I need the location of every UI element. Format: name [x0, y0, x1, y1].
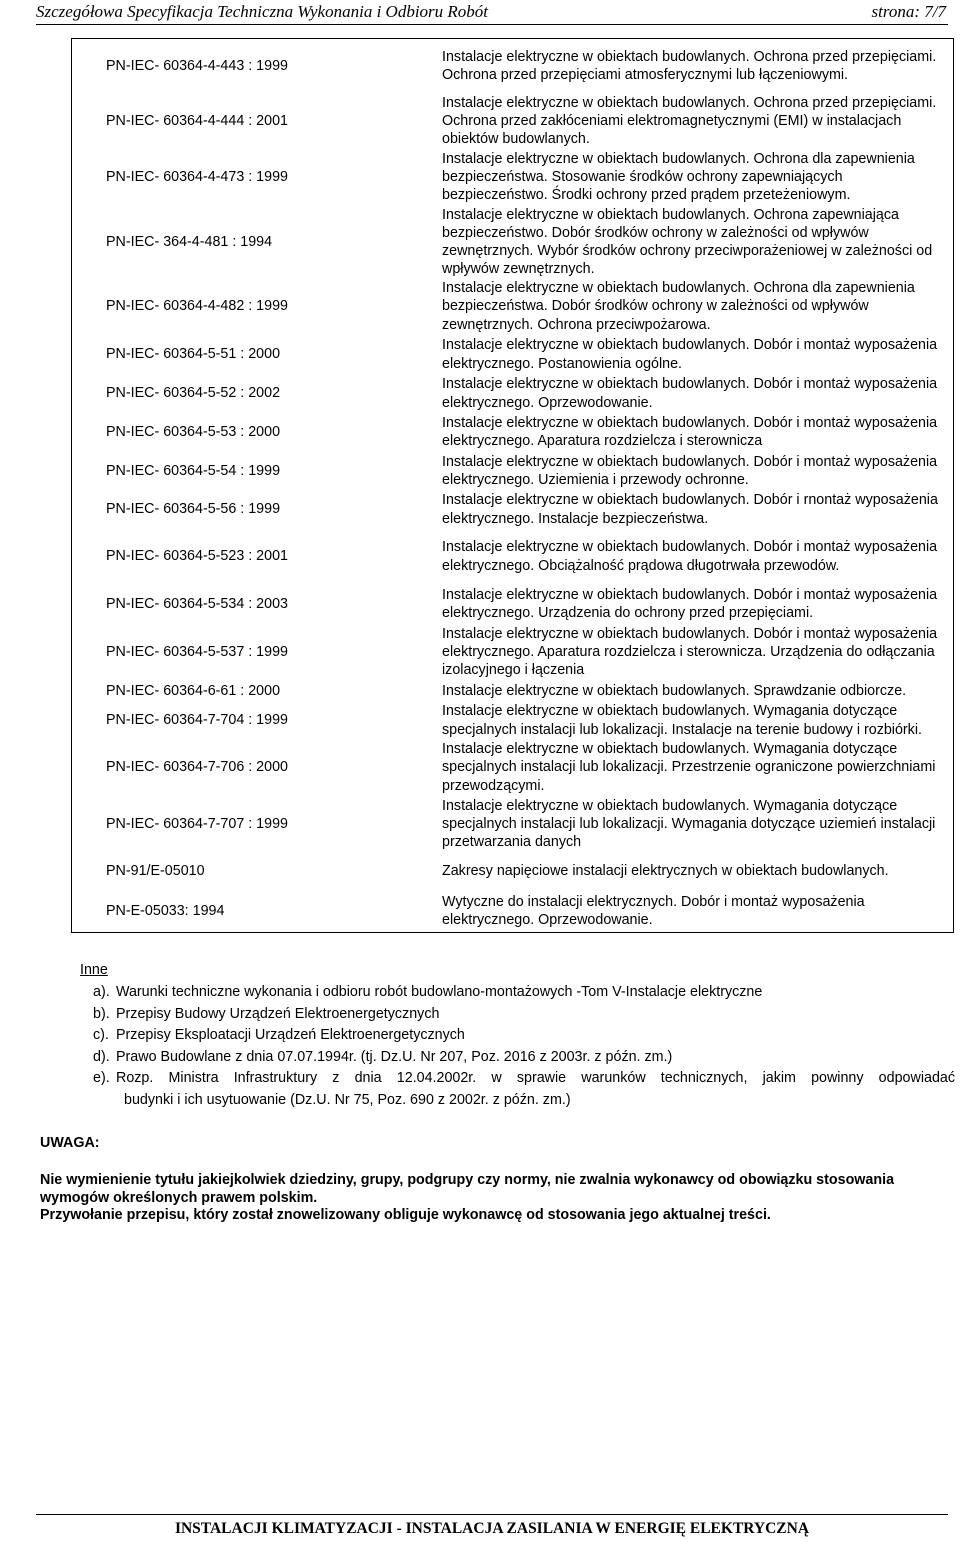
warning-heading: UWAGA: — [40, 1135, 100, 1151]
table-row — [72, 413, 954, 452]
norm-description: Instalacje elektryczne w obiektach budowlanych. Dobór i montaż wyposażenia elektrycznego. Uziemienia i przewody ochronne. — [442, 453, 938, 488]
table-row — [72, 452, 954, 491]
norms-table — [71, 38, 954, 933]
norm-description: Instalacje elektryczne w obiektach budowlanych. Wymagania dotyczące specjalnych instalacji lub lokalizacji. Przestrzenie ograniczone powierzchniami przewodzącymi. — [442, 741, 936, 794]
norm-code: PN-IEC- 60364-6-61 : 2000 — [106, 682, 281, 699]
list-item-text: Przepisy Budowy Urządzeń Elektroenergetycznych — [116, 1005, 440, 1022]
norm-description: Instalacje elektryczne w obiektach budowlanych. Dobór i montaż wyposażenia elektrycznego. Oprzewodowanie. — [442, 376, 938, 411]
warning-notes — [40, 1172, 940, 1225]
norm-code: PN-IEC- 60364-5-523 : 2001 — [106, 548, 288, 565]
table-row — [72, 529, 954, 585]
table-row — [72, 149, 954, 206]
table-row — [72, 702, 954, 740]
norm-code: PN-IEC- 60364-7-706 : 2000 — [106, 759, 288, 776]
list-item-text: Prawo Budowlane z dnia 07.07.1994r. (tj. Dz.U. Nr 207, Poz. 2016 z 2003r. z późn. zm.) — [116, 1048, 673, 1065]
norm-description: Instalacje elektryczne w obiektach budowlanych. Wymagania dotyczące specjalnych instalacji lub lokalizacji. Wymagania dotyczące uziemień instalacji przetwarzania danych — [442, 797, 936, 851]
table-row — [72, 796, 954, 853]
other-sources-heading: Inne — [80, 962, 108, 978]
page-footer: INSTALACJI KLIMATYZACJI - INSTALACJA ZASILANIA W ENERGIĘ ELEKTRYCZNĄ — [36, 1514, 948, 1545]
norm-code: PN-IEC- 60364-5-53 : 2000 — [106, 423, 281, 440]
norm-code: PN-IEC- 60364-5-56 : 1999 — [106, 501, 281, 518]
norm-code: PN-IEC- 60364-4-473 : 1999 — [106, 168, 288, 185]
warning-note: Przywołanie przepisu, który został znowelizowany obliguje wykonawcę od stosowania jego aktualnej treści. — [40, 1207, 771, 1224]
norm-description: Instalacje elektryczne w obiektach budowlanych. Dobór i montaż wyposażenia elektrycznego. Urządzenia do ochrony przed przepięciami. — [442, 586, 938, 621]
warning-note: Nie wymienienie tytułu jakiejkolwiek dziedziny, grupy, podgrupy czy normy, nie zwalnia wykonawcy od obowiązku stosowania wymogów określonych prawem polskim. — [40, 1172, 895, 1206]
norm-description: Instalacje elektryczne w obiektach budowlanych. Ochrona przed przepięciami. Ochrona przed przepięciami atmosferycznymi lub łączeniowymi. — [442, 49, 937, 84]
norm-description: Instalacje elektryczne w obiektach budowlanych. Sprawdzanie odbiorcze. — [442, 682, 907, 699]
list-item-label: e). — [93, 1070, 110, 1086]
norm-description: Zakresy napięciowe instalacji elektrycznych w obiektach budowlanych. — [442, 862, 889, 879]
table-row — [72, 585, 954, 624]
table-row — [72, 279, 954, 335]
norm-description: Instalacje elektryczne w obiektach budowlanych. Dobór i montaż wyposażenia elektrycznego. Aparatura rozdzielcza i sterownicza. Urządzenia do odłączania izolacyjnego i łączenia — [442, 625, 938, 679]
norm-code: PN-IEC- 60364-7-704 : 1999 — [106, 712, 288, 729]
norm-code: PN-IEC- 60364-4-482 : 1999 — [106, 298, 288, 315]
table-row — [72, 375, 954, 413]
list-item — [93, 1025, 955, 1047]
list-item-label: c). — [93, 1027, 109, 1043]
norm-code: PN-IEC- 60364-4-444 : 2001 — [106, 112, 288, 129]
norm-code: PN-E-05033: 1994 — [106, 902, 225, 919]
norm-code: PN-IEC- 60364-4-443 : 1999 — [106, 58, 288, 75]
norm-description: Instalacje elektryczne w obiektach budowlanych. Dobór i rnontaż wyposażenia elektrycznego. Instalacje bezpieczeństwa. — [442, 492, 938, 527]
norm-description: Instalacje elektryczne w obiektach budowlanych. Ochrona dla zapewnienia bezpieczeństwa. Stosowanie środków ochrony zapewniających bezpieczeństwo. Środki ochrony przed prądem przeteżeniowym. — [442, 150, 915, 204]
page-header — [36, 0, 948, 25]
list-item-text: Warunki techniczne wykonania i odbioru robót budowlano-montażowych -Tom V-Instalacje elektryczne — [116, 984, 763, 1000]
norm-description: Wytyczne do instalacji elektrycznych. Dobór i montaż wyposażenia elektrycznego. Oprzewodowanie. — [442, 893, 865, 928]
norm-description: Instalacje elektryczne w obiektach budowlanych. Dobór i montaż wyposażenia elektrycznego. Postanowienia ogólne. — [442, 337, 938, 372]
table-row — [72, 890, 954, 933]
norm-code: PN-91/E-05010 — [106, 862, 205, 879]
norm-code: PN-IEC- 60364-5-54 : 1999 — [106, 462, 281, 479]
norm-code: PN-IEC- 364-4-481 : 1994 — [106, 233, 273, 250]
list-item — [93, 1004, 955, 1026]
norm-code: PN-IEC- 60364-5-51 : 2000 — [106, 346, 281, 363]
list-item-continuation: budynki i ich usytuowanie (Dz.U. Nr 75, Poz. 690 z 2002r. z późn. zm.) — [124, 1091, 571, 1108]
norm-code: PN-IEC- 60364-5-537 : 1999 — [106, 643, 288, 660]
list-item-label: b). — [93, 1005, 110, 1022]
norm-code: PN-IEC- 60364-5-534 : 2003 — [106, 595, 288, 612]
table-row — [72, 335, 954, 375]
norm-description: Instalacje elektryczne w obiektach budowlanych. Dobór i montaż wyposażenia elektrycznego. Obciążalność prądowa długotrwała przewodów. — [442, 539, 938, 574]
table-row — [72, 491, 954, 529]
table-row — [72, 681, 954, 702]
list-item-text: Rozp. Ministra Infrastruktury z dnia 12.04.2002r. w sprawie warunków technicznych, jakim powinny odpowiadać — [116, 1070, 955, 1086]
list-item — [93, 1068, 955, 1090]
norm-description: Instalacje elektryczne w obiektach budowlanych. Ochrona przed przepięciami. Ochrona przed zakłóceniami elektromagnetycznymi (EMI) w instalacjach obiektów budowlanych. — [442, 94, 937, 148]
norm-description: Instalacje elektryczne w obiektach budowlanych. Ochrona dla zapewnienia bezpieczeństwa. Dobór środków ochrony w zależności od wpływów zewnętrznych. Ochrona przeciwpożarowa. — [442, 280, 915, 333]
norm-code: PN-IEC- 60364-5-52 : 2002 — [106, 385, 281, 402]
other-sources-list — [93, 982, 955, 1111]
list-item — [93, 982, 955, 1004]
norm-description: Instalacje elektryczne w obiektach budowlanych. Wymagania dotyczące specjalnych instalacji lub lokalizacji. Instalacje na terenie budowy i rozbiórki. — [442, 703, 922, 738]
list-item-label: a). — [93, 984, 110, 1000]
table-row — [72, 624, 954, 681]
document-title: Szczegółowa Specyfikacja Techniczna Wykonania i Odbioru Robót — [36, 2, 489, 21]
table-row — [72, 853, 954, 890]
page-number: strona: 7/7 — [871, 2, 946, 21]
list-item-label: d). — [93, 1048, 110, 1065]
list-item-text: Przepisy Eksploatacji Urządzeń Elektroenergetycznych — [116, 1027, 465, 1043]
table-row — [72, 206, 954, 279]
table-row — [72, 94, 954, 149]
table-row — [72, 39, 954, 94]
list-item — [93, 1047, 955, 1069]
table-row — [72, 740, 954, 796]
norm-code: PN-IEC- 60364-7-707 : 1999 — [106, 815, 288, 832]
norm-description: Instalacje elektryczne w obiektach budowlanych. Ochrona zapewniająca bezpieczeństwo. Dobór środków ochrony w zależności od wpływów zewnętrznych. Wybór środków ochrony przeciwporażeniowej w zależności od wpływów zewnętrznych. — [442, 206, 933, 278]
norm-description: Instalacje elektryczne w obiektach budowlanych. Dobór i montaż wyposażenia elektrycznego. Aparatura rozdzielcza i sterownicza — [442, 414, 938, 449]
